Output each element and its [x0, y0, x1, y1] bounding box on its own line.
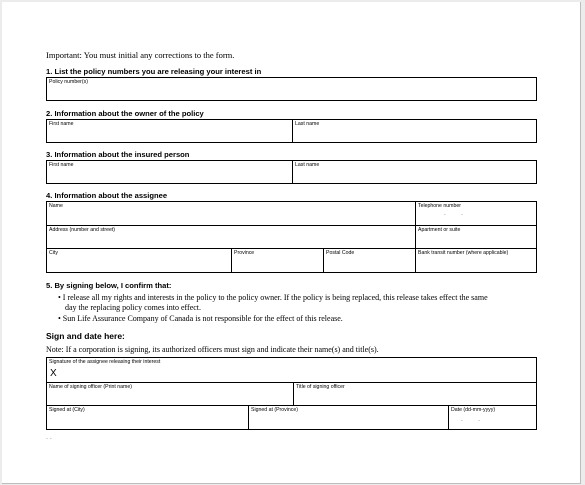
owner-name-box	[46, 119, 537, 143]
confirm-bullet-1: • I release all my rights and interests in the policy to the policy owner. If the policy is being replaced, this release takes effect the same	[58, 293, 488, 302]
insured-last-name-field[interactable]	[293, 161, 536, 183]
confirm-bullet-1-continued: day the replacing policy comes into effect.	[65, 303, 202, 312]
signature-label: Signature of the assignee releasing their interest	[49, 359, 161, 365]
divider	[415, 202, 416, 272]
signature-x-mark: X	[50, 368, 57, 379]
policy-number-label: Policy number(s)	[49, 79, 88, 85]
address-field[interactable]	[47, 226, 415, 249]
officer-name-label: Name of signing officer (Print name)	[49, 384, 132, 390]
assignee-box	[46, 201, 537, 273]
section-1-title: 1. List the policy numbers you are releasing your interest in	[46, 67, 262, 76]
assignee-name-field[interactable]	[47, 202, 415, 225]
province-field[interactable]	[232, 249, 323, 272]
date-separator: - -	[461, 418, 482, 424]
divider	[293, 382, 294, 405]
postal-code-label: Postal Code	[326, 250, 355, 256]
form-page	[2, 2, 581, 484]
important-note: Important: You must initial any corrections to the form.	[46, 50, 235, 60]
apartment-label: Apartment or suite	[418, 227, 461, 233]
telephone-field[interactable]	[416, 202, 536, 225]
postal-code-field[interactable]	[324, 249, 415, 272]
signed-city-field[interactable]	[47, 406, 248, 429]
divider	[248, 405, 249, 429]
officer-name-field[interactable]	[47, 383, 293, 405]
section-4-title: 4. Information about the assignee	[46, 191, 168, 200]
officer-title-label: Title of signing officer	[296, 384, 345, 390]
signed-province-label: Signed at (Province)	[251, 407, 298, 413]
date-label: Date (dd-mm-yyyy)	[451, 407, 496, 413]
signed-city-label: Signed at (City)	[49, 407, 85, 413]
address-label: Address (number and street)	[49, 227, 116, 233]
date-field[interactable]	[449, 406, 536, 429]
insured-first-name-field[interactable]	[47, 161, 292, 183]
phone-separator: - -	[444, 212, 465, 218]
divider	[323, 248, 324, 272]
confirm-bullet-2: • Sun Life Assurance Company of Canada is not responsible for the effect of this release.	[58, 314, 343, 323]
section-2-title: 2. Information about the owner of the policy	[46, 109, 204, 118]
telephone-label: Telephone number	[418, 203, 461, 209]
footer-mark: - -	[46, 436, 52, 442]
divider	[231, 248, 232, 272]
owner-last-name-label: Last name	[295, 121, 320, 127]
city-label: City	[49, 250, 58, 256]
section-3-title: 3. Information about the insured person	[46, 150, 190, 159]
bank-transit-field[interactable]	[416, 249, 536, 272]
insured-last-name-label: Last name	[295, 162, 320, 168]
officer-title-field[interactable]	[294, 383, 536, 405]
signature-field[interactable]	[47, 358, 536, 382]
section-5-title: 5. By signing below, I confirm that:	[46, 281, 172, 290]
sign-title: Sign and date here:	[46, 331, 125, 341]
owner-first-name-field[interactable]	[47, 120, 292, 142]
apartment-field[interactable]	[416, 226, 536, 249]
city-field[interactable]	[47, 249, 231, 272]
bank-transit-label: Bank transit number (where applicable)	[418, 250, 509, 256]
signed-province-field[interactable]	[249, 406, 448, 429]
owner-last-name-field[interactable]	[293, 120, 536, 142]
owner-first-name-label: First name	[49, 121, 74, 127]
province-label: Province	[234, 250, 255, 256]
signature-box	[46, 357, 537, 430]
divider	[448, 405, 449, 429]
insured-name-box	[46, 160, 537, 184]
corporation-note: Note: If a corporation is signing, its authorized officers must sign and indicate their name(s) and title(s).	[46, 345, 379, 354]
insured-first-name-label: First name	[49, 162, 74, 168]
assignee-name-label: Name	[49, 203, 63, 209]
policy-number-field[interactable]	[46, 77, 537, 101]
